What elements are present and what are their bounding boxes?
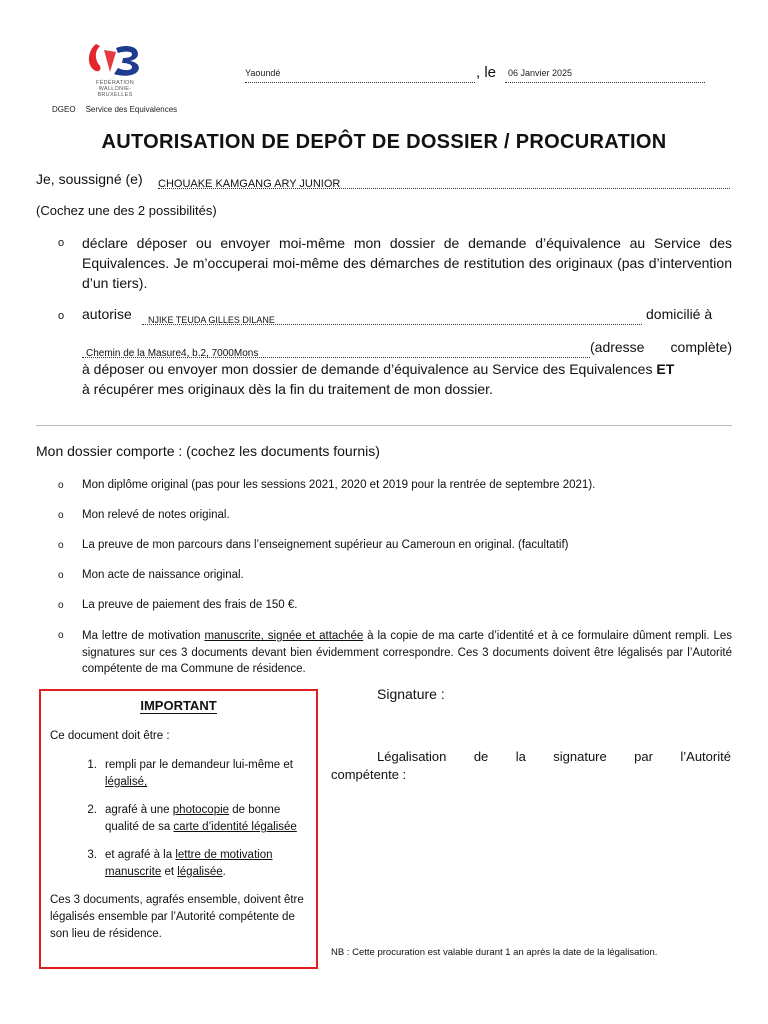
document-checkbox[interactable]: o (58, 540, 64, 551)
option2-checkbox[interactable]: o (58, 310, 65, 322)
logo-text: FÉDÉRATION WALLONIE-BRUXELLES (95, 80, 135, 98)
option1-checkbox[interactable]: o (58, 237, 65, 249)
date-field[interactable]: 06 Janvier 2025 (505, 68, 705, 83)
document-item[interactable]: o Ma lettre de motivation manuscrite, signée et attachée à la copie de ma carte d’identité et à ce formulaire dûment rempli. Les signatures sur ces 3 documents devant bien évidemment correspondre. Ces 3 documents doivent être légalisés par l’Autorité compétente de ma Commune de résidence. (58, 628, 732, 678)
list-item: 1. rempli par le demandeur lui-même et légalisé, (87, 759, 293, 788)
signature-label: Signature : (377, 686, 445, 702)
legalisation-label: Légalisation de la signature par l’Autorité compétente : (331, 749, 731, 782)
document-item[interactable]: o La preuve de paiement des frais de 150 €. (58, 599, 298, 611)
department-label (52, 105, 177, 114)
declarant-label: Je, soussigné (e) (36, 171, 143, 187)
documents-list (58, 478, 732, 693)
document-item[interactable]: o Mon diplôme original (pas pour les sessions 2021, 2020 et 2019 pour la rentrée de septembre 2021). (58, 479, 596, 491)
option1-text: déclare déposer ou envoyer moi-même mon dossier de demande d’équivalence au Service des Equivalences. Je m’occuperai moi-même des démarches de restitution des originaux (pas d’intervention d’un tiers). (82, 235, 732, 291)
date-separator: , le (476, 64, 497, 81)
important-footer: Ces 3 documents, agrafés ensemble, doivent être légalisés ensemble par l’Autorité compétente de son lieu de résidence. (50, 894, 304, 940)
place-field[interactable]: Yaoundé (245, 68, 475, 83)
validity-note: NB : Cette procuration est valable durant 1 an après la date de la légalisation. (331, 947, 658, 958)
choice-instruction: (Cochez une des 2 possibilités) (36, 203, 217, 218)
dept-code: DGEO (52, 105, 76, 114)
list-item: 3. et agrafé à la lettre de motivation manuscrite et légalisée. (87, 849, 273, 878)
document-item[interactable]: o Mon acte de naissance original. (58, 569, 244, 581)
option2-text: à déposer ou envoyer mon dossier de demande d’équivalence au Service des Equivalences ET à récupérer mes originaux dès la fin du traitement de mon dossier. (82, 361, 675, 397)
service-name: Service des Equivalences (85, 105, 178, 114)
list-item: 2. agrafé à une photocopie de bonne qualité de sa carte d’identité légalisée (87, 804, 297, 833)
page-title: AUTORISATION DE DEPÔT DE DOSSIER / PROCURATION (101, 131, 667, 153)
important-list (50, 757, 310, 881)
important-body (50, 728, 310, 943)
divider (36, 425, 732, 426)
mandataire-name-field[interactable]: NJIKE TEUDA GILLES DILANE (142, 310, 642, 325)
important-intro: Ce document doit être : (50, 730, 170, 742)
document-checkbox[interactable]: o (58, 570, 64, 581)
address-field[interactable]: Chemin de la Masure4, b.2, 7000Mons (82, 343, 590, 358)
document-checkbox[interactable]: o (58, 480, 64, 491)
document-checkbox[interactable]: o (58, 630, 64, 641)
document-item[interactable]: o Mon relevé de notes original. (58, 509, 230, 521)
document-checkbox[interactable]: o (58, 510, 64, 521)
address-label: (adresse complète) (590, 339, 732, 355)
document-checkbox[interactable]: o (58, 600, 64, 611)
declarant-name-field[interactable]: CHOUAKE KAMGANG ARY JUNIOR (158, 174, 730, 189)
document-item[interactable]: o La preuve de mon parcours dans l’enseignement supérieur au Cameroun en original. (facultatif) (58, 539, 569, 551)
documents-heading: Mon dossier comporte : (cochez les documents fournis) (36, 443, 380, 459)
important-title: IMPORTANT (140, 698, 217, 713)
domicile-label: domicilié à (646, 306, 713, 322)
option2-label: autorise (82, 306, 132, 322)
